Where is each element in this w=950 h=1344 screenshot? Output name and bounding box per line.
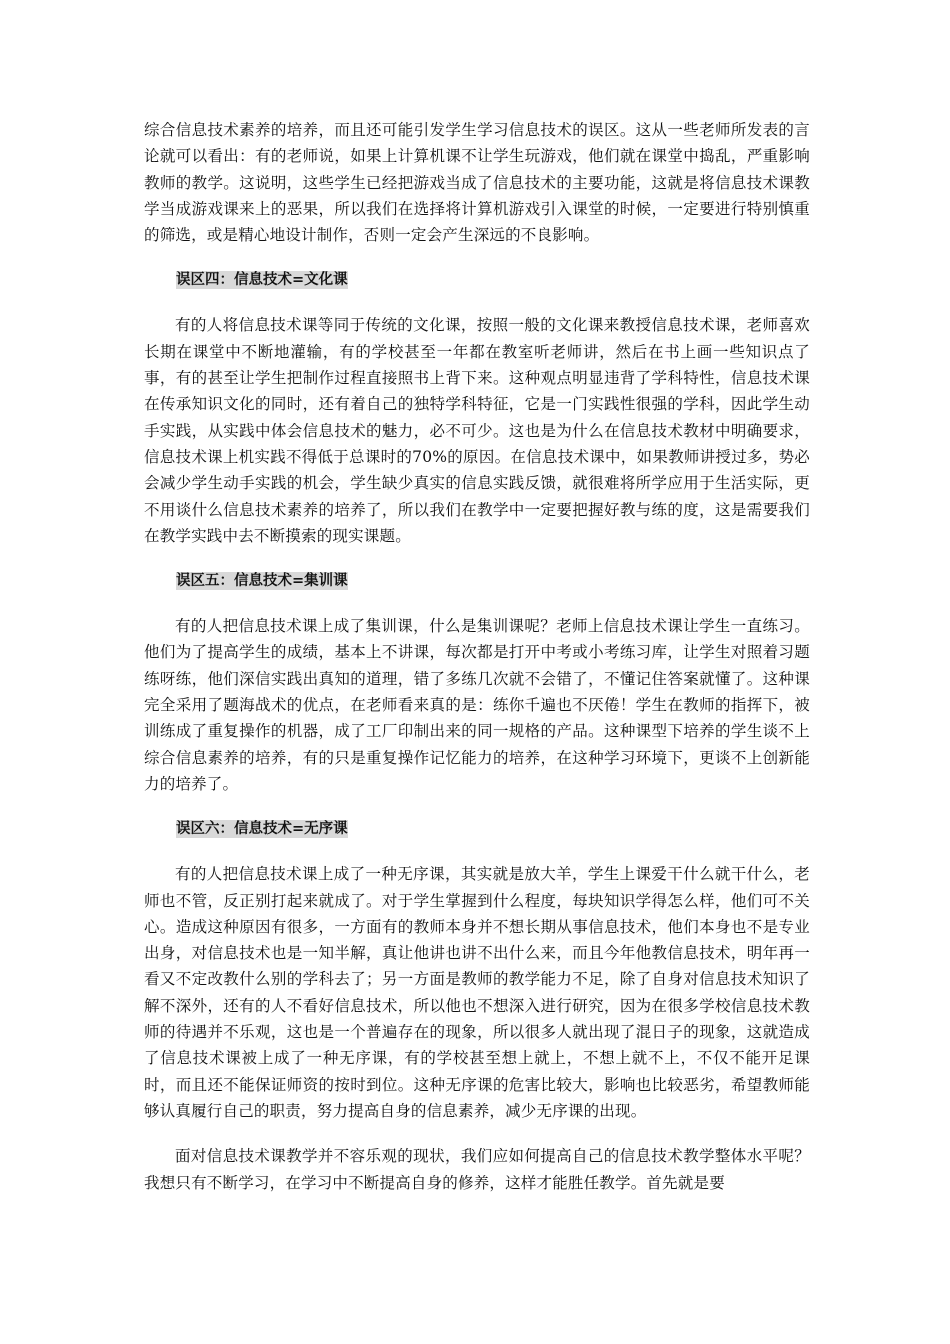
paragraph-continuation: 综合信息技术素养的培养，而且还可能引发学生学习信息技术的误区。这从一些老师所发表的言论就可以看出：有的老师说，如果上计算机课不让学生玩游戏，他们就在课堂中捣乱，严重影响教师的教学。这说明，这些学生已经把游戏当成了信息技术的主要功能，这就是将信息技术课教学当成游戏课来上的恶果，所以我们在选择将计算机游戏引入课堂的时候，一定要进行特别慎重的筛选，或是精心地设计制作，否则一定会产生深远的不良影响。 [144,121,810,245]
section-heading-misconception-6 [144,816,810,842]
spacer [144,549,810,568]
paragraph-training-class: 有的人把信息技术课上成了集训课，什么是集训课呢？老师上信息技术课让学生一直练习。他们为了提高学生的成绩，基本上不讲课，每次都是打开中考或小考练习库，让学生对照着习题练呀练，他们深信实践出真知的道理，错了多练几次就不会错了，不懂记住答案就懂了。这种课完全采用了题海战术的优点，在老师看来真的是：练你千遍也不厌倦！学生在教师的指挥下，被训练成了重复操作的机器，成了工厂印制出来的同一规格的产品。这种课型下培养的学生谈不上综合信息素养的培养，有的只是重复操作记忆能力的培养，在这种学习环境下，更谈不上创新能力的培养了。 [144,617,810,793]
spacer [144,1124,810,1143]
document-body [144,117,810,1196]
heading-text: 误区四：信息技术=文化课 [176,272,348,289]
spacer [144,842,810,861]
spacer [144,594,810,613]
spacer [144,797,810,816]
paragraph-disorderly-class: 有的人把信息技术课上成了一种无序课，其实就是放大羊，学生上课爱干什么就干什么，老师也不管，反正别打起来就成了。对于学生掌握到什么程度，每块知识学得怎么样，他们可不关心。造成这种原因有很多，一方面有的教师本身并不想长期从事信息技术，他们本身也不是专业出身，对信息技术也是一知半解，真让他讲也讲不出什么来，而且今年他教信息技术，明年再一看又不定改教什么别的学科去了；另一方面是教师的教学能力不足，除了自身对信息技术知识了解不深外，还有的人不看好信息技术，所以他也不想深入进行研究，因为在很多学校信息技术教师的待遇并不乐观，这也是一个普遍存在的现象，所以很多人就出现了混日子的现象，这就造成了信息技术课被上成了一种无序课，有的学校甚至想上就上，不想上就不上，不仅不能开足课时，而且还不能保证师资的按时到位。这种无序课的危害比较大，影响也比较恶劣，希望教师能够认真履行自己的职责，努力提高自身的信息素养，减少无序课的出现。 [144,865,810,1120]
paragraph-culture-class: 有的人将信息技术课等同于传统的文化课，按照一般的文化课来教授信息技术课，老师喜欢长期在课堂中不断地灌输，有的学校甚至一年都在教室听老师讲，然后在书上画一些知识点了事，有的甚至让学生把制作过程直接照书上背下来。这种观点明显违背了学科特性，信息技术课在传承知识文化的同时，还有着自己的独特学科特征，它是一门实践性很强的学科，因此学生动手实践，从实践中体会信息技术的魅力，必不可少。这也是为什么在信息技术教材中明确要求，信息技术课上机实践不得低于总课时的70%的原因。在信息技术课中，如果教师讲授过多，势必会减少学生动手实践的机会，学生缺少真实的信息实践反馈，就很难将所学应用于生活实际，更不用谈什么信息技术素养的培养了，所以我们在教学中一定要把握好教与练的度，这是需要我们在教学实践中去不断摸索的现实课题。 [144,316,810,545]
spacer [144,293,810,312]
paragraph-conclusion-start: 面对信息技术课教学并不容乐观的现状，我们应如何提高自己的信息技术教学整体水平呢？我想只有不断学习，在学习中不断提高自身的修养，这样才能胜任教学。首先就是要 [144,1147,810,1192]
section-heading-misconception-4 [144,267,810,293]
section-heading-misconception-5 [144,568,810,594]
heading-text: 误区六：信息技术=无序课 [176,821,348,838]
spacer [144,248,810,267]
heading-text: 误区五：信息技术=集训课 [176,573,348,590]
